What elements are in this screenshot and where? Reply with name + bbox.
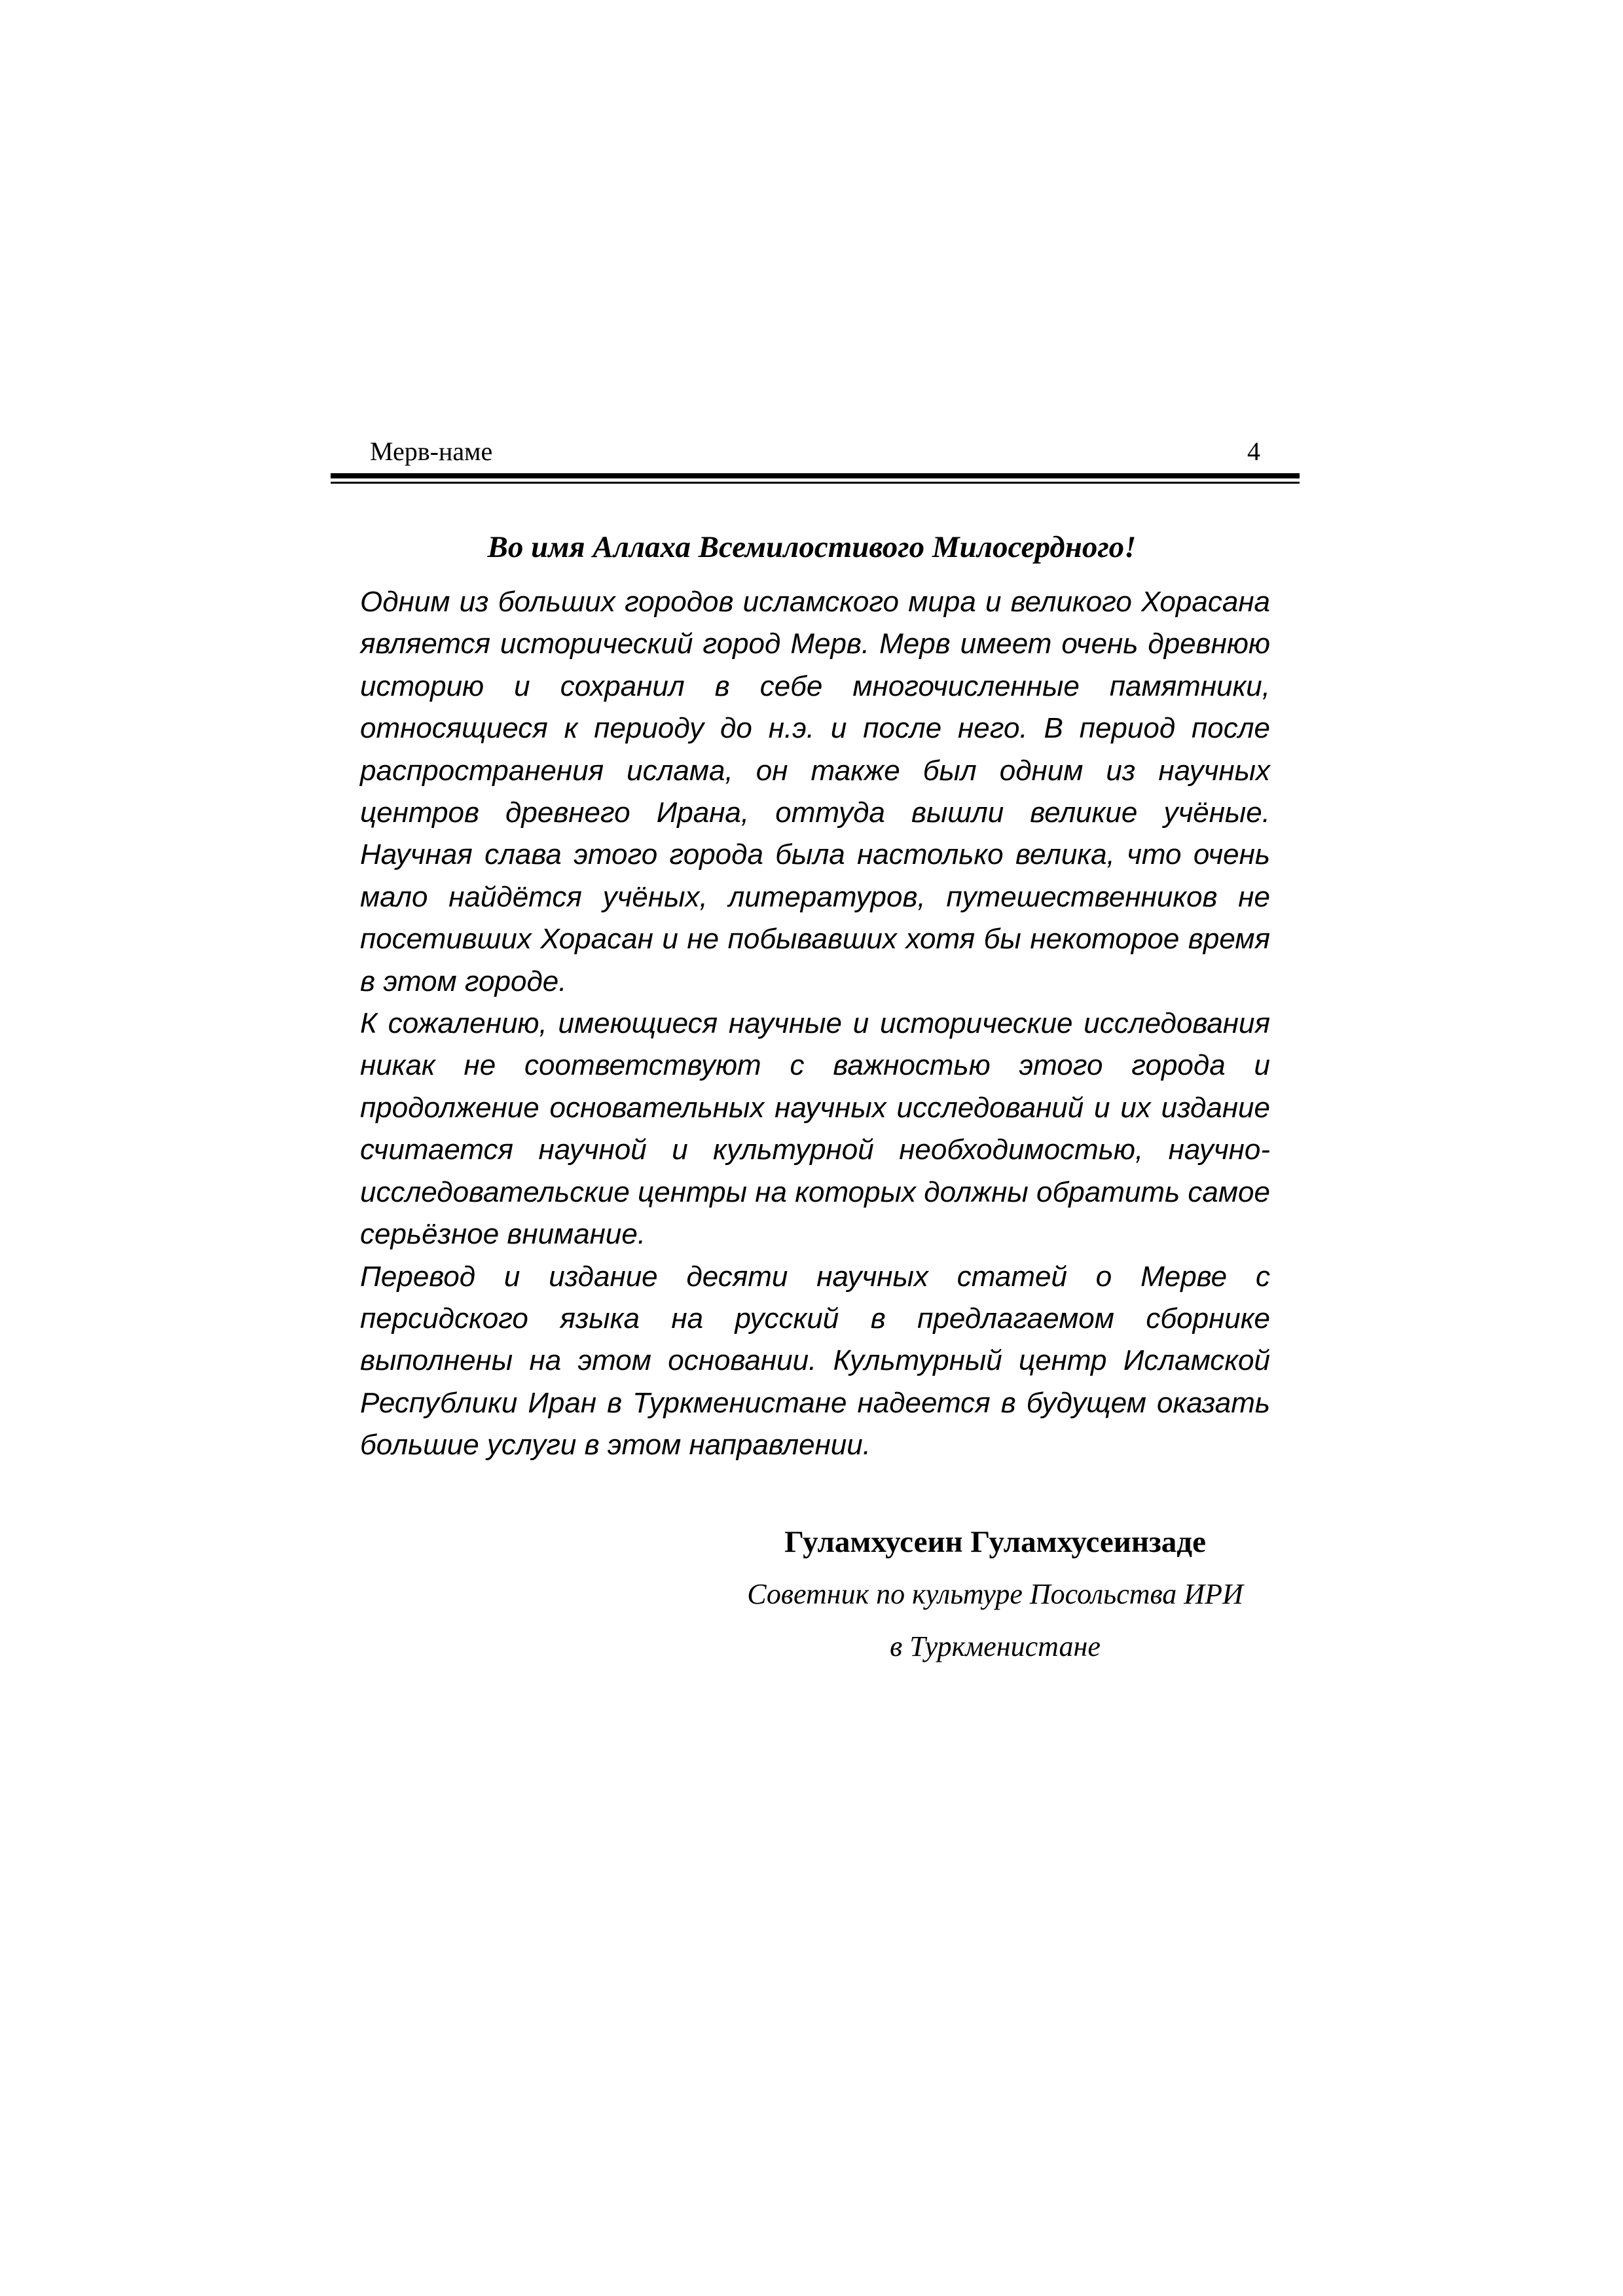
running-header <box>331 429 1300 481</box>
signature-name: Гуламхусеин Гуламхусеинзаде <box>784 1525 1206 1559</box>
signature-role: Советник по культуре Посольства ИРИ <box>747 1578 1243 1610</box>
invocation-heading: Во имя Аллаха Всемилостивого Милосердного! <box>487 530 1137 564</box>
paragraph-3: Перевод и издание десяти научных статей о Мерве с персидского языка на русский в предлагаемом сборнике выполнены на этом основании. Культурный центр Исламской Республики Иран в Туркменистане надеется в будущем оказать большие услуги в этом направлении. <box>360 1260 1270 1462</box>
signature-place: в Туркменистане <box>890 1630 1101 1662</box>
header-title: Мерв-наме <box>370 437 493 466</box>
page-number: 4 <box>1247 437 1260 466</box>
header-rule-thin <box>331 482 1300 484</box>
body-text <box>360 581 1270 1467</box>
paragraph-2: К сожалению, имеющиеся научные и исторические исследования никак не соответствуют с важностью этого города и продолжение основательных научных исследований и их издание считается научной и культурной необходимостью, научно-исследовательские центры на которых должны обратить самое серьёзное внимание. <box>360 1007 1270 1251</box>
header-rule-thick <box>331 473 1300 478</box>
paragraph-1: Одним из больших городов исламского мира и великого Хорасана является исторический город Мерв. Мерв имеет очень древнюю историю и сохранил в себе многочисленные памятники, относящиеся к периоду до н.э. и после него. В период после распространения ислама, он также был одним из научных центров древнего Ирана, оттуда вышли великие учёные. Научная слава этого города была настолько велика, что очень мало найдётся учёных, литературов, путешественников не посетивших Хорасан и не побывавших хотя бы некоторое время в этом городе. <box>360 586 1270 997</box>
